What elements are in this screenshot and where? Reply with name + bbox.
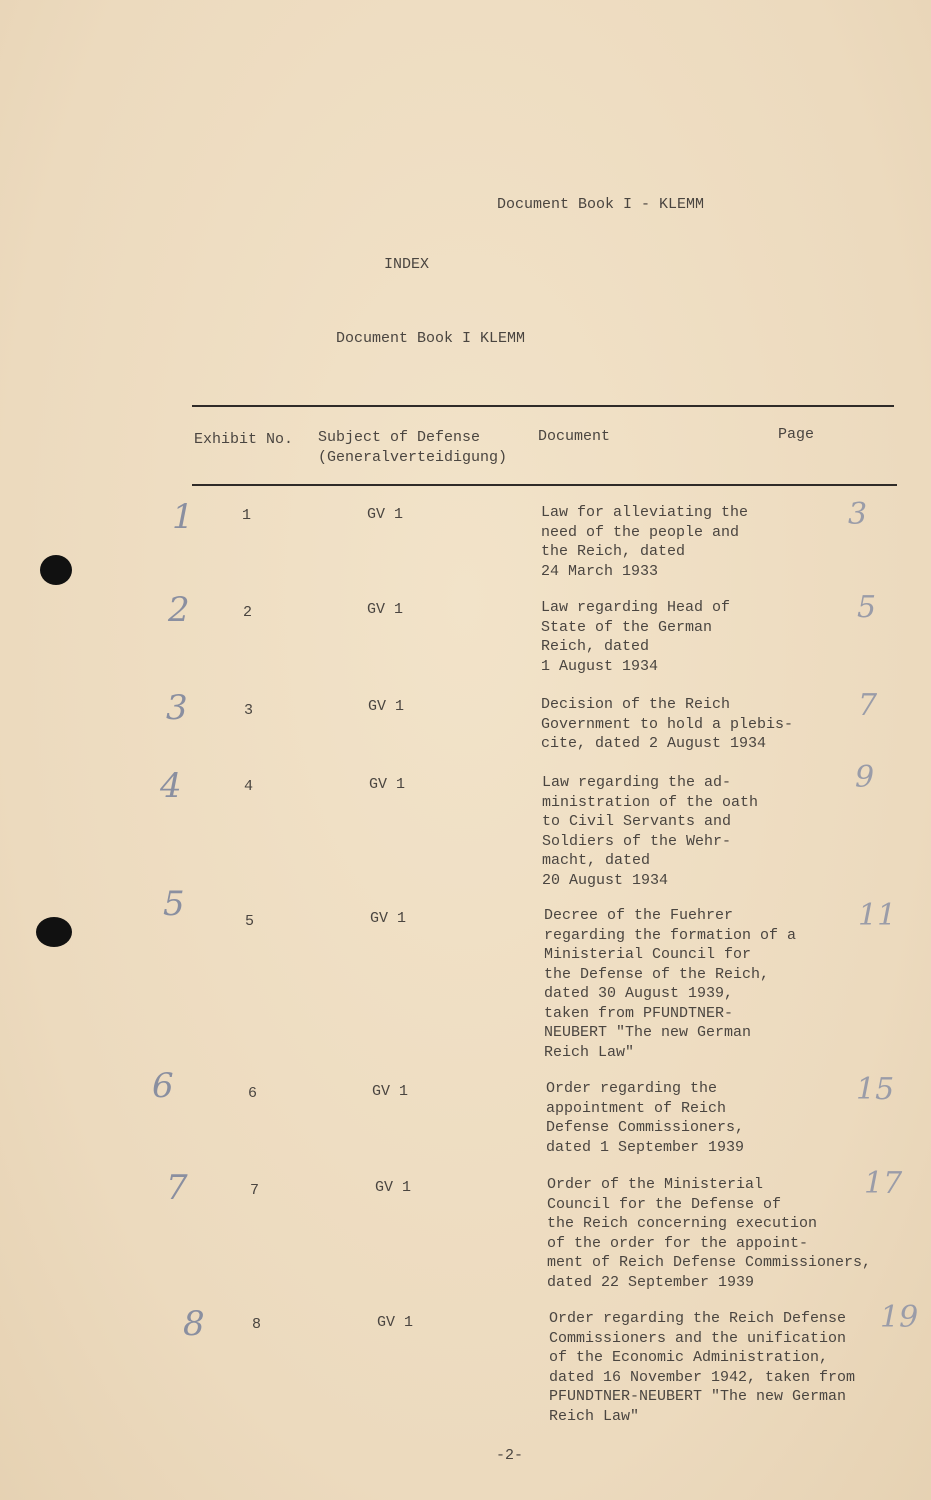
page-number: 9: [855, 760, 875, 795]
page-number: 19: [880, 1300, 919, 1335]
page-footer-number: -2-: [496, 1447, 524, 1464]
punch-hole-bottom: [36, 917, 72, 947]
handwritten-exhibit-number: 2: [168, 590, 190, 630]
exhibit-number: 7: [250, 1182, 260, 1199]
handwritten-exhibit-number: 6: [152, 1066, 174, 1106]
handwritten-exhibit-number: 3: [166, 688, 188, 728]
subject-of-defense: GV 1: [375, 1179, 412, 1196]
document-description: Decree of the Fuehrer regarding the formation of a Ministerial Council for the Defense of the Reich, dated 30 August 1939, taken from PFUNDTNER- NEUBERT "The new German Reich Law": [544, 907, 797, 1061]
column-header-document: Document: [538, 428, 611, 445]
table-header-rule: [192, 484, 897, 486]
exhibit-number: 4: [244, 778, 254, 795]
document-description: Law for alleviating the need of the people and the Reich, dated 24 March 1933: [541, 504, 749, 580]
page-number: 3: [848, 497, 868, 532]
column-header-exhibit: Exhibit No.: [194, 431, 294, 448]
exhibit-number: 6: [248, 1085, 258, 1102]
exhibit-number: 3: [244, 702, 254, 719]
handwritten-exhibit-number: 4: [160, 766, 182, 806]
page-number: 17: [864, 1166, 903, 1201]
column-header-subject: Subject of Defense (Generalverteidigung): [318, 429, 508, 466]
exhibit-number: 5: [245, 913, 255, 930]
subject-of-defense: GV 1: [368, 698, 405, 715]
document-description: Decision of the Reich Government to hold a plebis- cite, dated 2 August 1934: [541, 696, 794, 752]
handwritten-exhibit-number: 1: [172, 497, 194, 537]
subject-of-defense: GV 1: [369, 776, 406, 793]
page-number: 5: [857, 590, 877, 625]
page-number: 11: [858, 898, 897, 933]
handwritten-exhibit-number: 7: [166, 1168, 188, 1208]
document-description: Law regarding Head of State of the German Reich, dated 1 August 1934: [541, 599, 731, 675]
page-number: 15: [856, 1072, 895, 1107]
document-description: Order regarding the appointment of Reich Defense Commissioners, dated 1 September 1939: [546, 1080, 745, 1156]
document-book-title: Document Book I - KLEMM: [497, 196, 705, 213]
document-description: Law regarding the ad- ministration of the oath to Civil Servants and Soldiers of the Wehr- macht, dated 20 August 1934: [542, 774, 759, 889]
document-description: Order of the Ministerial Council for the Defense of the Reich concerning execution of the order for the appoint- ment of Reich Defense Commissioners, dated 22 September 1939: [547, 1176, 872, 1291]
handwritten-exhibit-number: 5: [163, 884, 185, 924]
subject-of-defense: GV 1: [367, 601, 404, 618]
exhibit-number: 8: [252, 1316, 262, 1333]
subject-of-defense: GV 1: [370, 910, 407, 927]
document-description: Order regarding the Reich Defense Commissioners and the unification of the Economic Administration, dated 16 November 1942, taken from PFUNDTNER-NEUBERT "The new German Reich Law": [549, 1310, 856, 1425]
table-top-rule: [192, 405, 894, 407]
subject-of-defense: GV 1: [367, 506, 404, 523]
column-header-page: Page: [778, 426, 815, 443]
page-number: 7: [858, 688, 878, 723]
document-subtitle: Document Book I KLEMM: [336, 330, 526, 347]
handwritten-exhibit-number: 8: [183, 1304, 205, 1344]
subject-of-defense: GV 1: [372, 1083, 409, 1100]
index-heading: INDEX: [384, 256, 430, 273]
exhibit-number: 1: [242, 507, 252, 524]
subject-of-defense: GV 1: [377, 1314, 414, 1331]
punch-hole-top: [40, 555, 72, 585]
exhibit-number: 2: [243, 604, 253, 621]
